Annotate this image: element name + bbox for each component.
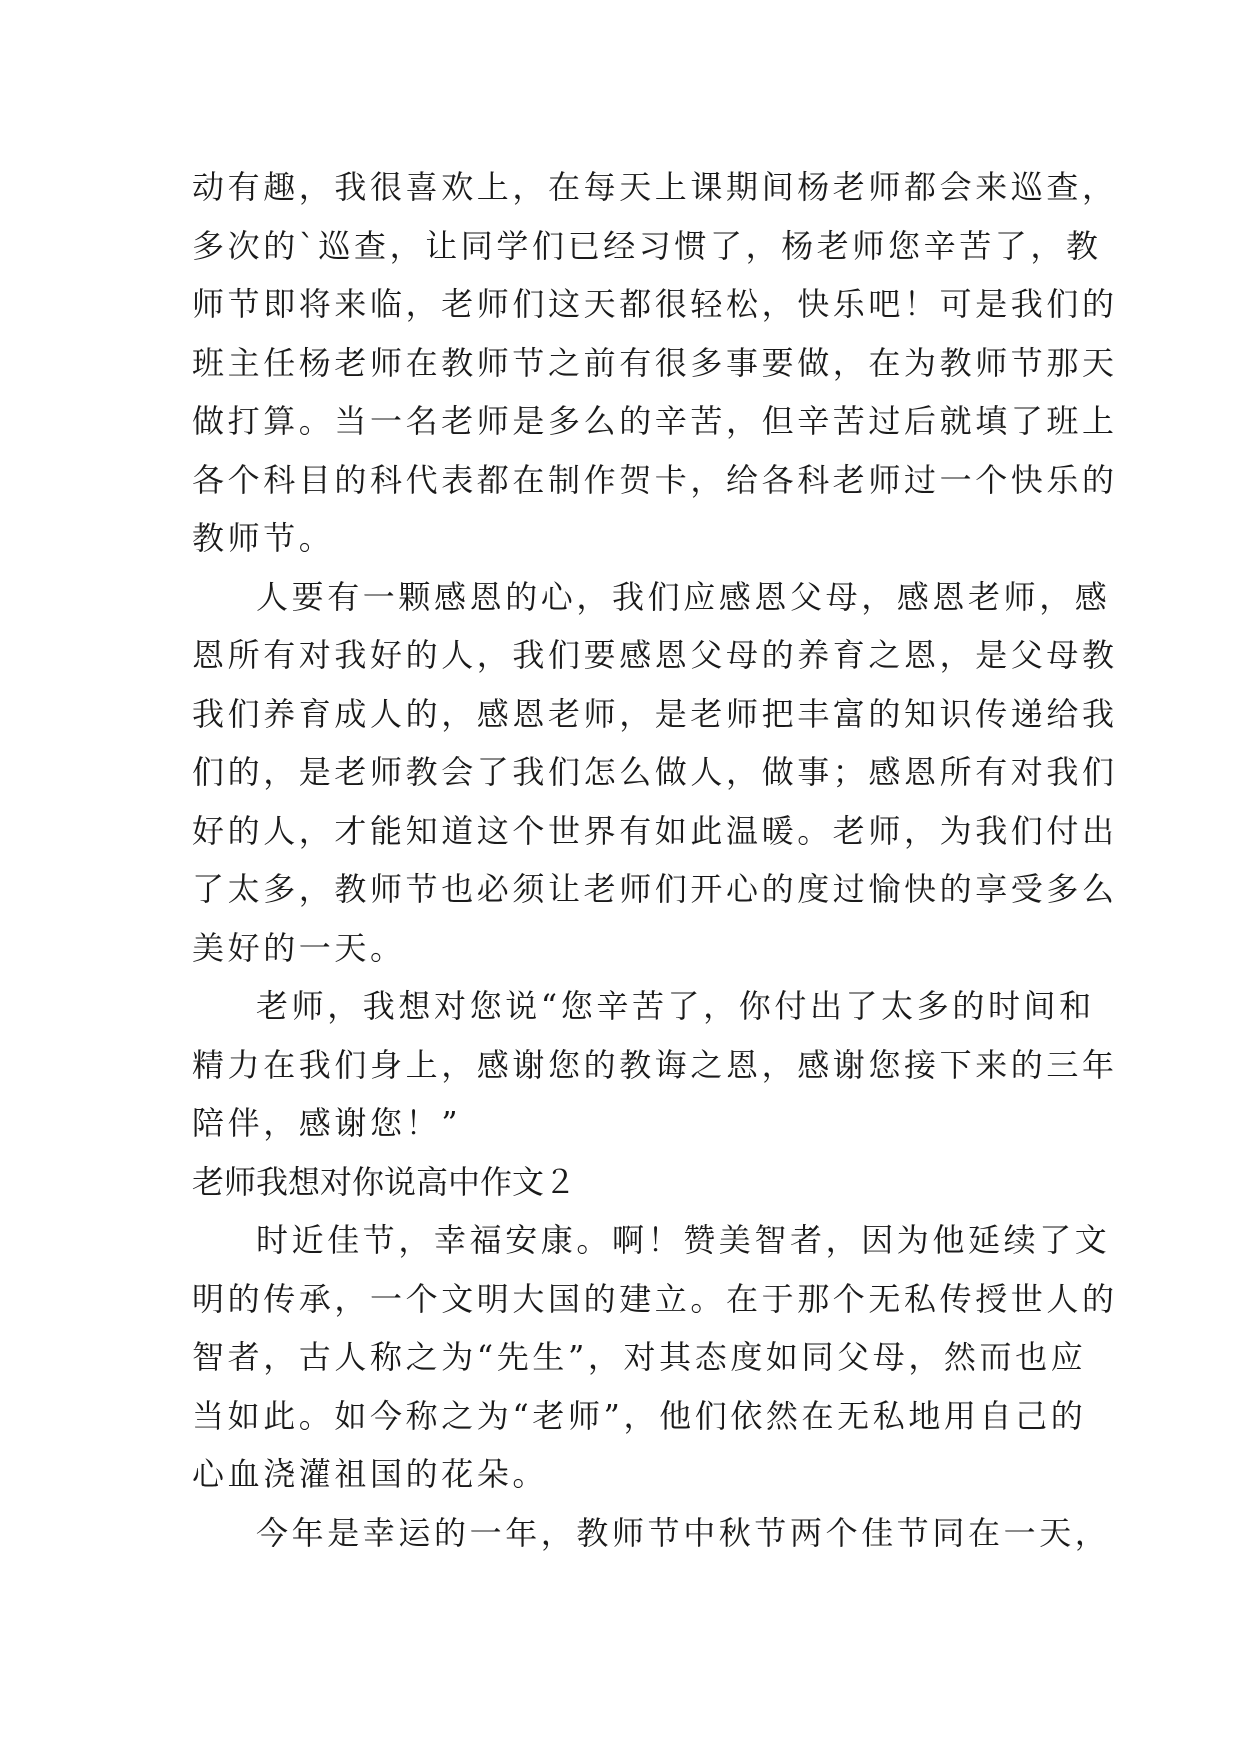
text-line: 多次的`巡查，让同学们已经习惯了，杨老师您辛苦了，教: [192, 226, 1102, 265]
paragraph-first-line: 今年是幸运的一年，教师节中秋节两个佳节同在一天，: [256, 1513, 1111, 1552]
text-line: 们的，是老师教会了我们怎么做人，做事；感恩所有对我们: [192, 753, 1118, 791]
text-line: 智者，古人称之为“先生”，对其态度如同父母，然而也应: [192, 1338, 1087, 1376]
text-line: 心血浇灌祖国的花朵。: [192, 1455, 549, 1493]
article-body: [192, 158, 1118, 1562]
text-line: 陪伴，感谢您！”: [192, 1104, 462, 1142]
text-line: 教师节。: [192, 519, 335, 557]
paragraph-first-line: 老师，我想对您说“您辛苦了，你付出了太多的时间和: [256, 987, 1095, 1025]
text-line: 精力在我们身上，感谢您的教诲之恩，感谢您接下来的三年: [192, 1045, 1118, 1084]
paragraph-first-line: 人要有一颗感恩的心，我们应感恩父母，感恩老师，感: [256, 577, 1111, 616]
text-line: 了太多，教师节也必须让老师们开心的度过愉快的享受多么: [192, 870, 1118, 908]
text-line: 做打算。当一名老师是多么的辛苦，但辛苦过后就填了班上: [192, 402, 1118, 440]
text-line: 班主任杨老师在教师节之前有很多事要做，在为教师节那天: [192, 343, 1118, 382]
text-line: 美好的一天。: [192, 928, 406, 967]
paragraph-first-line: 时近佳节，幸福安康。啊！赞美智者，因为他延续了文: [256, 1221, 1111, 1259]
text-line: 各个科目的科代表都在制作贺卡，给各科老师过一个快乐的: [192, 460, 1118, 499]
text-line: 恩所有对我好的人，我们要感恩父母的养育之恩，是父母教: [192, 636, 1118, 674]
text-line: 当如此。如今称之为“老师”，他们依然在无私地用自己的: [192, 1396, 1087, 1435]
text-line: 我们养育成人的，感恩老师，是老师把丰富的知识传递给我: [192, 694, 1118, 733]
text-line: 师节即将来临，老师们这天都很轻松，快乐吧！可是我们的: [192, 285, 1118, 323]
section-heading: 老师我想对你说高中作文２: [192, 1162, 577, 1201]
text-line: 明的传承，一个文明大国的建立。在于那个无私传授世人的: [192, 1279, 1118, 1318]
text-line: 动有趣，我很喜欢上，在每天上课期间杨老师都会来巡查，: [192, 168, 1118, 206]
text-line: 好的人，才能知道这个世界有如此温暖。老师，为我们付出: [192, 811, 1118, 850]
